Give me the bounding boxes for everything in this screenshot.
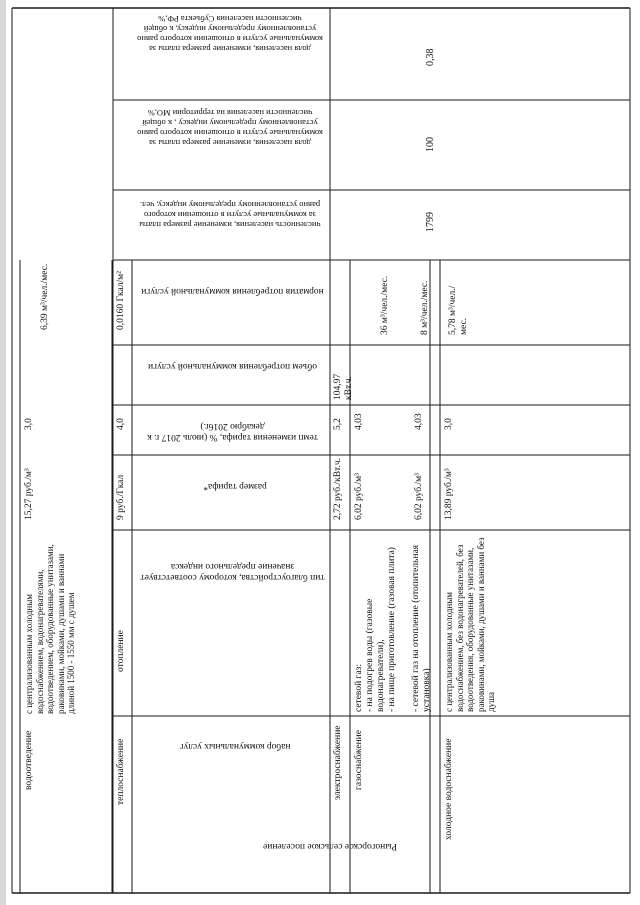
row-gas-improvement-4: - сетевой газ на отопление (отопительная установка) (411, 544, 432, 712)
row-vodootvedenie-improvement: с централизованным холодным водоснабжением, водонагревателями, водоотведением, оборудованные унитазами, раковинами, мойками, душами и ваннами длиной 1500 - 1550 мм с душем (24, 544, 76, 714)
row-cold-water-service: холодное водоснабжение (444, 738, 454, 840)
header-population-count: численность населения, изменение размера платы за коммунальные услуги в отношении которого равно установленному предельному индексу, чел. (139, 200, 321, 230)
row-vodootvedenie-tariff: 15,27 руб./м³ (24, 468, 34, 520)
row-gas-tariff-1: 6,02 руб./м³ (354, 473, 364, 520)
header-tariff-growth: темп изменения тарифа, % (июль 2017 г. к декабрю 2016г.) (147, 421, 318, 442)
row-teplo-norm: 0,0160 Гкал/м² (116, 270, 126, 330)
row-electro-growth: 5,2 (333, 418, 343, 430)
row-teplo-improvement: отопление (116, 630, 126, 672)
row-gas-tariff-2: 6,02 руб./м³ (414, 473, 424, 520)
row-cold-water-improvement: с централизованным холодным водоснабжением, без водонагревателей, без водоотведения, оборудованные унитазами, раковинами, мойками, душами и ваннами без душа (444, 537, 496, 712)
header-consumption-norm: норматив потребления коммунальной услуги (141, 286, 324, 296)
row-gas-improvement-1: сетевой газ: (354, 663, 364, 712)
row-gas-improvement-2: - на подогрев воды (газовые водонагреватели), (365, 598, 386, 712)
row-gas-growth-2: 4,03 (414, 413, 424, 430)
row-cold-water-tariff: 13,89 руб./м³ (444, 468, 454, 520)
row-gas-service: газоснабжение (354, 730, 364, 790)
row-vodootvedenie-norm: 6,39 м³/чел./мес. (40, 263, 50, 330)
header-improvement-type: тип благоустройства, которому соответствует значение предельного индекса (140, 561, 325, 582)
row-teplo-tariff: 9 руб./Гкал (116, 474, 126, 520)
header-service-set: набор коммунальных услуг (179, 741, 291, 751)
row-gas-norm-1: 36 м³/чел./мес. (380, 275, 390, 335)
row-teplo-service: теплоснабжение (116, 738, 126, 805)
summary-share-subject: 0,38 (425, 48, 436, 66)
header-share-mo: доля населения, изменение размера платы за коммунальные услуги в отношении которого равно установленному предельному индексу , к общей численности населения на территории МО,% (137, 108, 323, 148)
settlement-name: Рыногорское сельское поселение (263, 841, 397, 851)
row-gas-improvement-3: - на пище приготовление (газовая плита) (387, 547, 397, 712)
row-gas-norm-2: 8 м³/чел./мес. (420, 280, 430, 335)
row-electro-tariff: 2,72 руб./кВт.ч. (333, 457, 343, 520)
header-consumption-volume: объем потребления коммунальной услуги (148, 361, 317, 371)
row-vodootvedenie-growth: 3,0 (24, 418, 34, 430)
row-teplo-growth: 4,0 (116, 418, 126, 430)
row-electro-service: электроснабжение (333, 725, 343, 800)
row-cold-water-norm: 5,78 м³/чел./мес. (448, 285, 469, 335)
row-gas-growth-1: 4,03 (354, 413, 364, 430)
row-cold-water-growth: 3,0 (444, 418, 454, 430)
summary-population: 1799 (425, 212, 436, 232)
row-electro-volume: 104,97 кВт.ч. (333, 373, 354, 400)
summary-share-mo: 100 (425, 137, 436, 152)
row-vodootvedenie-service: водоотведение (24, 730, 34, 790)
header-share-subject: доля населения, изменение размера платы за коммунальные услуги в отношении которого равно установленному предельному индексу, к общей численности населения Субъекта РФ,% (137, 14, 323, 54)
header-tariff-size: размер тарифа* (203, 481, 267, 491)
